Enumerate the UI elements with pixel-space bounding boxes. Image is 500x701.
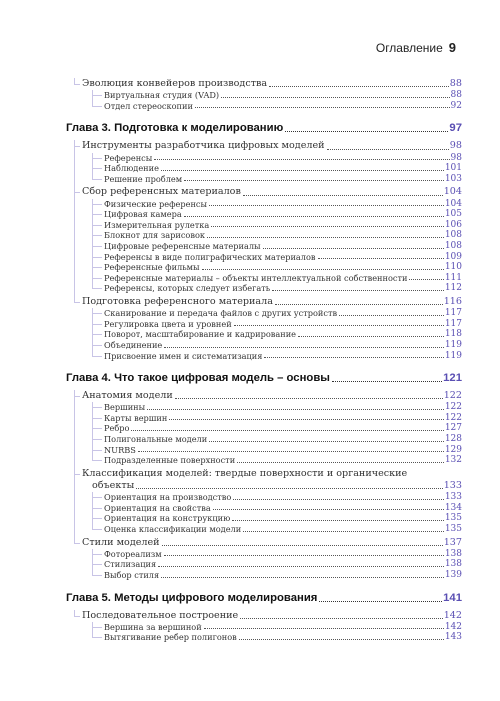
toc-entry-page: 138 xyxy=(444,548,462,559)
tree-connector xyxy=(92,637,102,638)
toc-entry-page: 122 xyxy=(444,412,462,423)
toc-entry-sub[interactable] xyxy=(104,413,462,424)
toc-entry-page: 142 xyxy=(444,621,462,632)
toc-entry-sub[interactable] xyxy=(104,445,462,456)
tree-guide xyxy=(92,90,93,106)
toc-entry-title: Сканирование и передача файлов с других устройств xyxy=(104,308,338,319)
toc-entry-page: 111 xyxy=(444,272,462,283)
dot-leader xyxy=(237,462,444,463)
dot-leader xyxy=(318,258,444,259)
tree-connector xyxy=(92,529,102,530)
toc-entry-page: 97 xyxy=(449,122,462,135)
toc-entry-title: Цифровая камера xyxy=(104,209,182,220)
toc-entry-sub[interactable] xyxy=(104,492,462,503)
dot-leader xyxy=(233,499,443,500)
toc-entry-title: Полигональные модели xyxy=(104,434,208,445)
toc-entry-sub[interactable] xyxy=(104,559,462,570)
toc-entry-title: Референсные фильмы xyxy=(104,262,200,273)
tree-guide xyxy=(74,78,75,84)
tree-connector xyxy=(92,267,102,268)
toc-entry-title: Измерительная рулетка xyxy=(104,219,210,230)
toc-entry-section[interactable] xyxy=(82,140,462,152)
dot-leader xyxy=(272,290,444,291)
toc-entry-title: Референсы xyxy=(104,152,153,163)
tree-connector xyxy=(92,288,102,289)
toc-entry-page: 135 xyxy=(444,513,462,524)
toc-entry-sub[interactable] xyxy=(104,570,462,581)
dot-leader xyxy=(209,205,444,206)
toc-entry-sub[interactable] xyxy=(104,273,462,284)
toc-entry-sub[interactable] xyxy=(104,513,462,524)
dot-leader xyxy=(234,325,444,326)
toc-entry-page: 104 xyxy=(444,198,462,209)
toc-entry-sub[interactable] xyxy=(104,632,462,643)
toc-entry-sub[interactable] xyxy=(104,329,462,340)
tree-connector xyxy=(92,497,102,498)
toc-entry-title: Отдел стереоскопии xyxy=(104,100,193,111)
tree-connector xyxy=(92,428,102,429)
toc-entry-page: 103 xyxy=(444,173,462,184)
toc-entry-title: Решение проблем xyxy=(104,173,183,184)
tree-connector xyxy=(92,554,102,555)
tree-connector xyxy=(92,450,102,451)
tree-connector xyxy=(74,302,80,303)
tree-guide xyxy=(92,199,93,289)
tree-connector xyxy=(92,95,102,96)
tree-connector xyxy=(92,235,102,236)
toc-entry-title: NURBS xyxy=(104,444,136,455)
tree-connector xyxy=(74,84,80,85)
toc-entry-section[interactable] xyxy=(82,296,462,308)
toc-entry-title: Ориентация на конструкцию xyxy=(104,513,231,524)
tree-connector xyxy=(92,518,102,519)
toc-entry-title: Объединение xyxy=(104,339,163,350)
dot-leader xyxy=(147,409,444,410)
toc-entry-title: Референсы в виде полиграфических материалов xyxy=(104,251,316,262)
toc-entry-sub[interactable] xyxy=(104,319,462,330)
toc-entry-title: Вершины xyxy=(104,402,146,413)
dot-leader xyxy=(409,279,443,280)
toc-entry-title: Стилизация xyxy=(104,559,157,570)
toc-entry-page: 133 xyxy=(443,480,462,492)
toc-entry-title: Последовательное построение xyxy=(82,609,239,621)
toc-entry-page: 119 xyxy=(444,350,462,361)
toc-entry-page: 139 xyxy=(444,570,462,581)
tree-connector xyxy=(92,407,102,408)
dot-leader xyxy=(204,628,444,629)
toc-entry-title: Ребро xyxy=(104,423,130,434)
tree-guide xyxy=(92,308,93,355)
toc-entry-title: Регулировка цвета и уровней xyxy=(104,318,232,329)
toc-entry-section[interactable] xyxy=(82,186,462,198)
dot-leader xyxy=(339,315,444,316)
toc-entry-page: 135 xyxy=(444,524,462,535)
toc-entry-title: Физические референсы xyxy=(104,198,208,209)
toc-entry-sub[interactable] xyxy=(104,209,462,220)
toc-entry-page: 122 xyxy=(444,402,462,413)
toc-entry-title: Глава 4. Что такое цифровая модель – основы xyxy=(66,372,330,385)
tree-connector xyxy=(92,356,102,357)
toc-entry-sub[interactable] xyxy=(104,351,462,362)
toc-entry-sub[interactable] xyxy=(104,230,462,241)
dot-leader xyxy=(158,566,444,567)
dot-leader xyxy=(239,639,444,640)
dot-leader xyxy=(327,149,449,150)
dot-leader xyxy=(169,419,443,420)
toc-entry-title: Глава 5. Методы цифрового моделирования xyxy=(66,591,318,604)
tree-connector xyxy=(92,508,102,509)
toc-entry-sub[interactable] xyxy=(104,308,462,319)
toc-entry-title: Стили моделей xyxy=(82,536,160,548)
toc-entry-page: 133 xyxy=(444,492,462,503)
tree-connector xyxy=(74,543,80,544)
toc-entry-sub[interactable] xyxy=(104,283,462,294)
toc-entry-page: 106 xyxy=(444,219,462,230)
dot-leader xyxy=(243,195,443,196)
toc-entry-chapter[interactable] xyxy=(66,591,462,605)
dot-leader xyxy=(164,555,444,556)
dot-leader xyxy=(332,381,442,382)
toc-entry-page: 92 xyxy=(450,100,462,111)
toc-entry-sub[interactable] xyxy=(104,101,462,112)
toc-entry-sub[interactable] xyxy=(104,455,462,466)
toc-entry-page: 98 xyxy=(450,152,462,163)
dot-leader xyxy=(162,545,443,546)
toc-entry-page: 117 xyxy=(444,308,462,319)
toc-entry-page: 134 xyxy=(444,502,462,513)
toc-entry-sub[interactable] xyxy=(104,90,462,101)
toc-entry-title: Цифровые референсные материалы xyxy=(104,240,261,251)
toc-entry-page: 104 xyxy=(443,186,462,198)
dot-leader xyxy=(211,226,444,227)
toc-entry-title: объекты xyxy=(92,480,135,492)
toc-entry-sub[interactable] xyxy=(104,153,462,164)
tree-connector xyxy=(92,257,102,258)
toc-entry-section[interactable] xyxy=(82,390,462,402)
toc-entry-page: 117 xyxy=(444,318,462,329)
tree-connector xyxy=(92,575,102,576)
tree-connector xyxy=(92,278,102,279)
dot-leader xyxy=(285,131,448,132)
toc-entry-section[interactable] xyxy=(82,610,462,622)
tree-connector xyxy=(92,564,102,565)
tree-guide xyxy=(92,153,93,179)
tree-guide xyxy=(74,140,75,302)
tree-connector xyxy=(92,225,102,226)
toc-entry-page: 88 xyxy=(449,78,462,89)
toc-entry-sub[interactable] xyxy=(104,340,462,351)
toc-entry-page: 108 xyxy=(444,230,462,241)
toc-entry-page: 143 xyxy=(444,632,462,643)
toc-entry-page: 121 xyxy=(443,372,462,385)
tree-connector xyxy=(92,214,102,215)
toc-entry-title: Вершина за вершиной xyxy=(104,621,202,632)
toc-entry-title: Ориентация на свойства xyxy=(104,502,211,513)
dot-leader xyxy=(154,159,449,160)
toc-entry-page: 88 xyxy=(450,90,462,101)
dot-leader xyxy=(240,618,442,619)
toc-entry-sub[interactable] xyxy=(104,524,462,535)
tree-connector xyxy=(92,324,102,325)
dot-leader xyxy=(131,430,443,431)
toc-entry-title: Подразделенные поверхности xyxy=(104,455,236,466)
toc-entry-page: 142 xyxy=(443,609,462,621)
header-title: Оглавление xyxy=(375,41,443,55)
toc-entry-page: 137 xyxy=(443,536,462,548)
tree-connector xyxy=(92,418,102,419)
dot-leader xyxy=(161,170,444,171)
toc-entry-sub[interactable] xyxy=(104,402,462,413)
toc-entry-page: 138 xyxy=(444,559,462,570)
dot-leader xyxy=(209,441,444,442)
dot-leader xyxy=(184,180,444,181)
toc-entry-title: Карты вершин xyxy=(104,412,168,423)
toc-entry-page: 109 xyxy=(444,251,462,262)
toc-entry-title: Оценка классификации модели xyxy=(104,524,242,535)
toc-entry-title: Блокнот для зарисовок xyxy=(104,230,206,241)
toc-entry-sub[interactable] xyxy=(104,622,462,633)
toc-entry-sub[interactable] xyxy=(104,252,462,263)
toc-entry-title: Вытягивание ребер полигонов xyxy=(104,632,237,643)
dot-leader xyxy=(243,531,444,532)
toc-entry-title: Выбор стиля xyxy=(104,570,160,581)
dot-leader xyxy=(136,488,442,489)
tree-connector xyxy=(92,627,102,628)
toc-entry-chapter[interactable] xyxy=(66,371,462,385)
tree-connector xyxy=(92,345,102,346)
dot-leader xyxy=(213,509,444,510)
tree-guide xyxy=(74,390,75,543)
toc-entry-section[interactable] xyxy=(82,537,462,549)
toc-entry-title: Подготовка референсного материала xyxy=(82,295,273,307)
tree-guide xyxy=(92,622,93,638)
toc-entry-title: Глава 3. Подготовка к моделированию xyxy=(66,122,284,135)
toc-entry-chapter[interactable] xyxy=(66,121,462,135)
toc-entry-title: Фотореализм xyxy=(104,548,162,559)
toc-entry-page: 101 xyxy=(444,163,462,174)
toc-entry-page: 119 xyxy=(444,339,462,350)
toc-entry-section[interactable] xyxy=(82,468,462,492)
tree-guide xyxy=(92,492,93,529)
toc-entry-sub[interactable] xyxy=(104,549,462,560)
toc-entry-page: 118 xyxy=(444,329,462,340)
tree-connector xyxy=(92,204,102,205)
tree-guide xyxy=(92,549,93,575)
header-page-number: 9 xyxy=(448,40,456,55)
tree-connector xyxy=(92,313,102,314)
tree-connector xyxy=(74,616,80,617)
toc-entry-title: Эволюция конвейеров производства xyxy=(82,78,268,89)
toc-entry-title: Ориентация на производство xyxy=(104,492,232,503)
tree-guide xyxy=(74,610,75,616)
toc-entry-sub[interactable] xyxy=(104,241,462,252)
toc-entry-title: Виртуальная студия (VAD) xyxy=(104,90,220,101)
dot-leader xyxy=(164,347,444,348)
toc-entry-page: 105 xyxy=(444,209,462,220)
toc-entry-sub[interactable] xyxy=(104,423,462,434)
toc-entry-page: 122 xyxy=(443,390,462,402)
toc-entry-sub[interactable] xyxy=(104,262,462,273)
toc-entry-page: 98 xyxy=(449,140,462,152)
tree-connector xyxy=(92,168,102,169)
toc-entry-sub[interactable] xyxy=(104,434,462,445)
toc-entry-title: Референсные материалы – объекты интеллектуальной собственности xyxy=(104,272,408,283)
dot-leader xyxy=(232,520,444,521)
toc-entry-sub[interactable] xyxy=(104,220,462,231)
toc-entry-page: 112 xyxy=(444,283,462,294)
dot-leader xyxy=(264,357,443,358)
toc-entry-page: 132 xyxy=(444,455,462,466)
toc-entry-page: 116 xyxy=(443,295,462,307)
toc-entry-page: 129 xyxy=(444,444,462,455)
dot-leader xyxy=(269,86,449,87)
dot-leader xyxy=(184,216,444,217)
tree-connector xyxy=(92,439,102,440)
dot-leader xyxy=(207,237,444,238)
toc-entry-page: 128 xyxy=(444,434,462,445)
running-header xyxy=(376,40,456,55)
dot-leader xyxy=(138,451,444,452)
toc-entry-title: Поворот, масштабирование и кадрирование xyxy=(104,329,296,340)
dot-leader xyxy=(275,304,443,305)
toc-entry-title: Анатомия модели xyxy=(82,390,173,402)
tree-connector xyxy=(92,246,102,247)
tree-connector xyxy=(92,158,102,159)
toc-entry-title: Инструменты разработчика цифровых моделей xyxy=(82,140,325,152)
toc-entry-sub[interactable] xyxy=(104,163,462,174)
toc-entry-sub[interactable] xyxy=(104,503,462,514)
toc-entry-title: Референсы, которых следует избегать xyxy=(104,283,271,294)
toc-entry-section[interactable] xyxy=(82,78,462,90)
toc-entry-sub[interactable] xyxy=(104,199,462,210)
tree-connector xyxy=(92,460,102,461)
dot-leader xyxy=(263,248,444,249)
toc-entry-page: 110 xyxy=(444,262,462,273)
toc-entry-title: Наблюдение xyxy=(104,163,159,174)
toc-entry-page: 108 xyxy=(444,240,462,251)
dot-leader xyxy=(221,97,449,98)
toc-entry-sub[interactable] xyxy=(104,174,462,185)
tree-guide xyxy=(92,402,93,460)
tree-connector xyxy=(92,106,102,107)
dot-leader xyxy=(175,398,443,399)
dot-leader xyxy=(298,336,444,337)
dot-leader xyxy=(319,601,442,602)
toc-entry-title: Сбор референсных материалов xyxy=(82,186,241,198)
dot-leader xyxy=(202,269,444,270)
toc-entry-title: Присвоение имен и систематизация xyxy=(104,350,263,361)
table-of-contents xyxy=(66,78,462,643)
toc-entry-page: 141 xyxy=(443,591,462,604)
dot-leader xyxy=(161,577,444,578)
toc-entry-title: Классификация моделей: твердые поверхности и органические xyxy=(82,467,408,479)
tree-connector xyxy=(92,179,102,180)
toc-entry-page: 127 xyxy=(444,423,462,434)
dot-leader xyxy=(195,107,450,108)
tree-connector xyxy=(92,334,102,335)
